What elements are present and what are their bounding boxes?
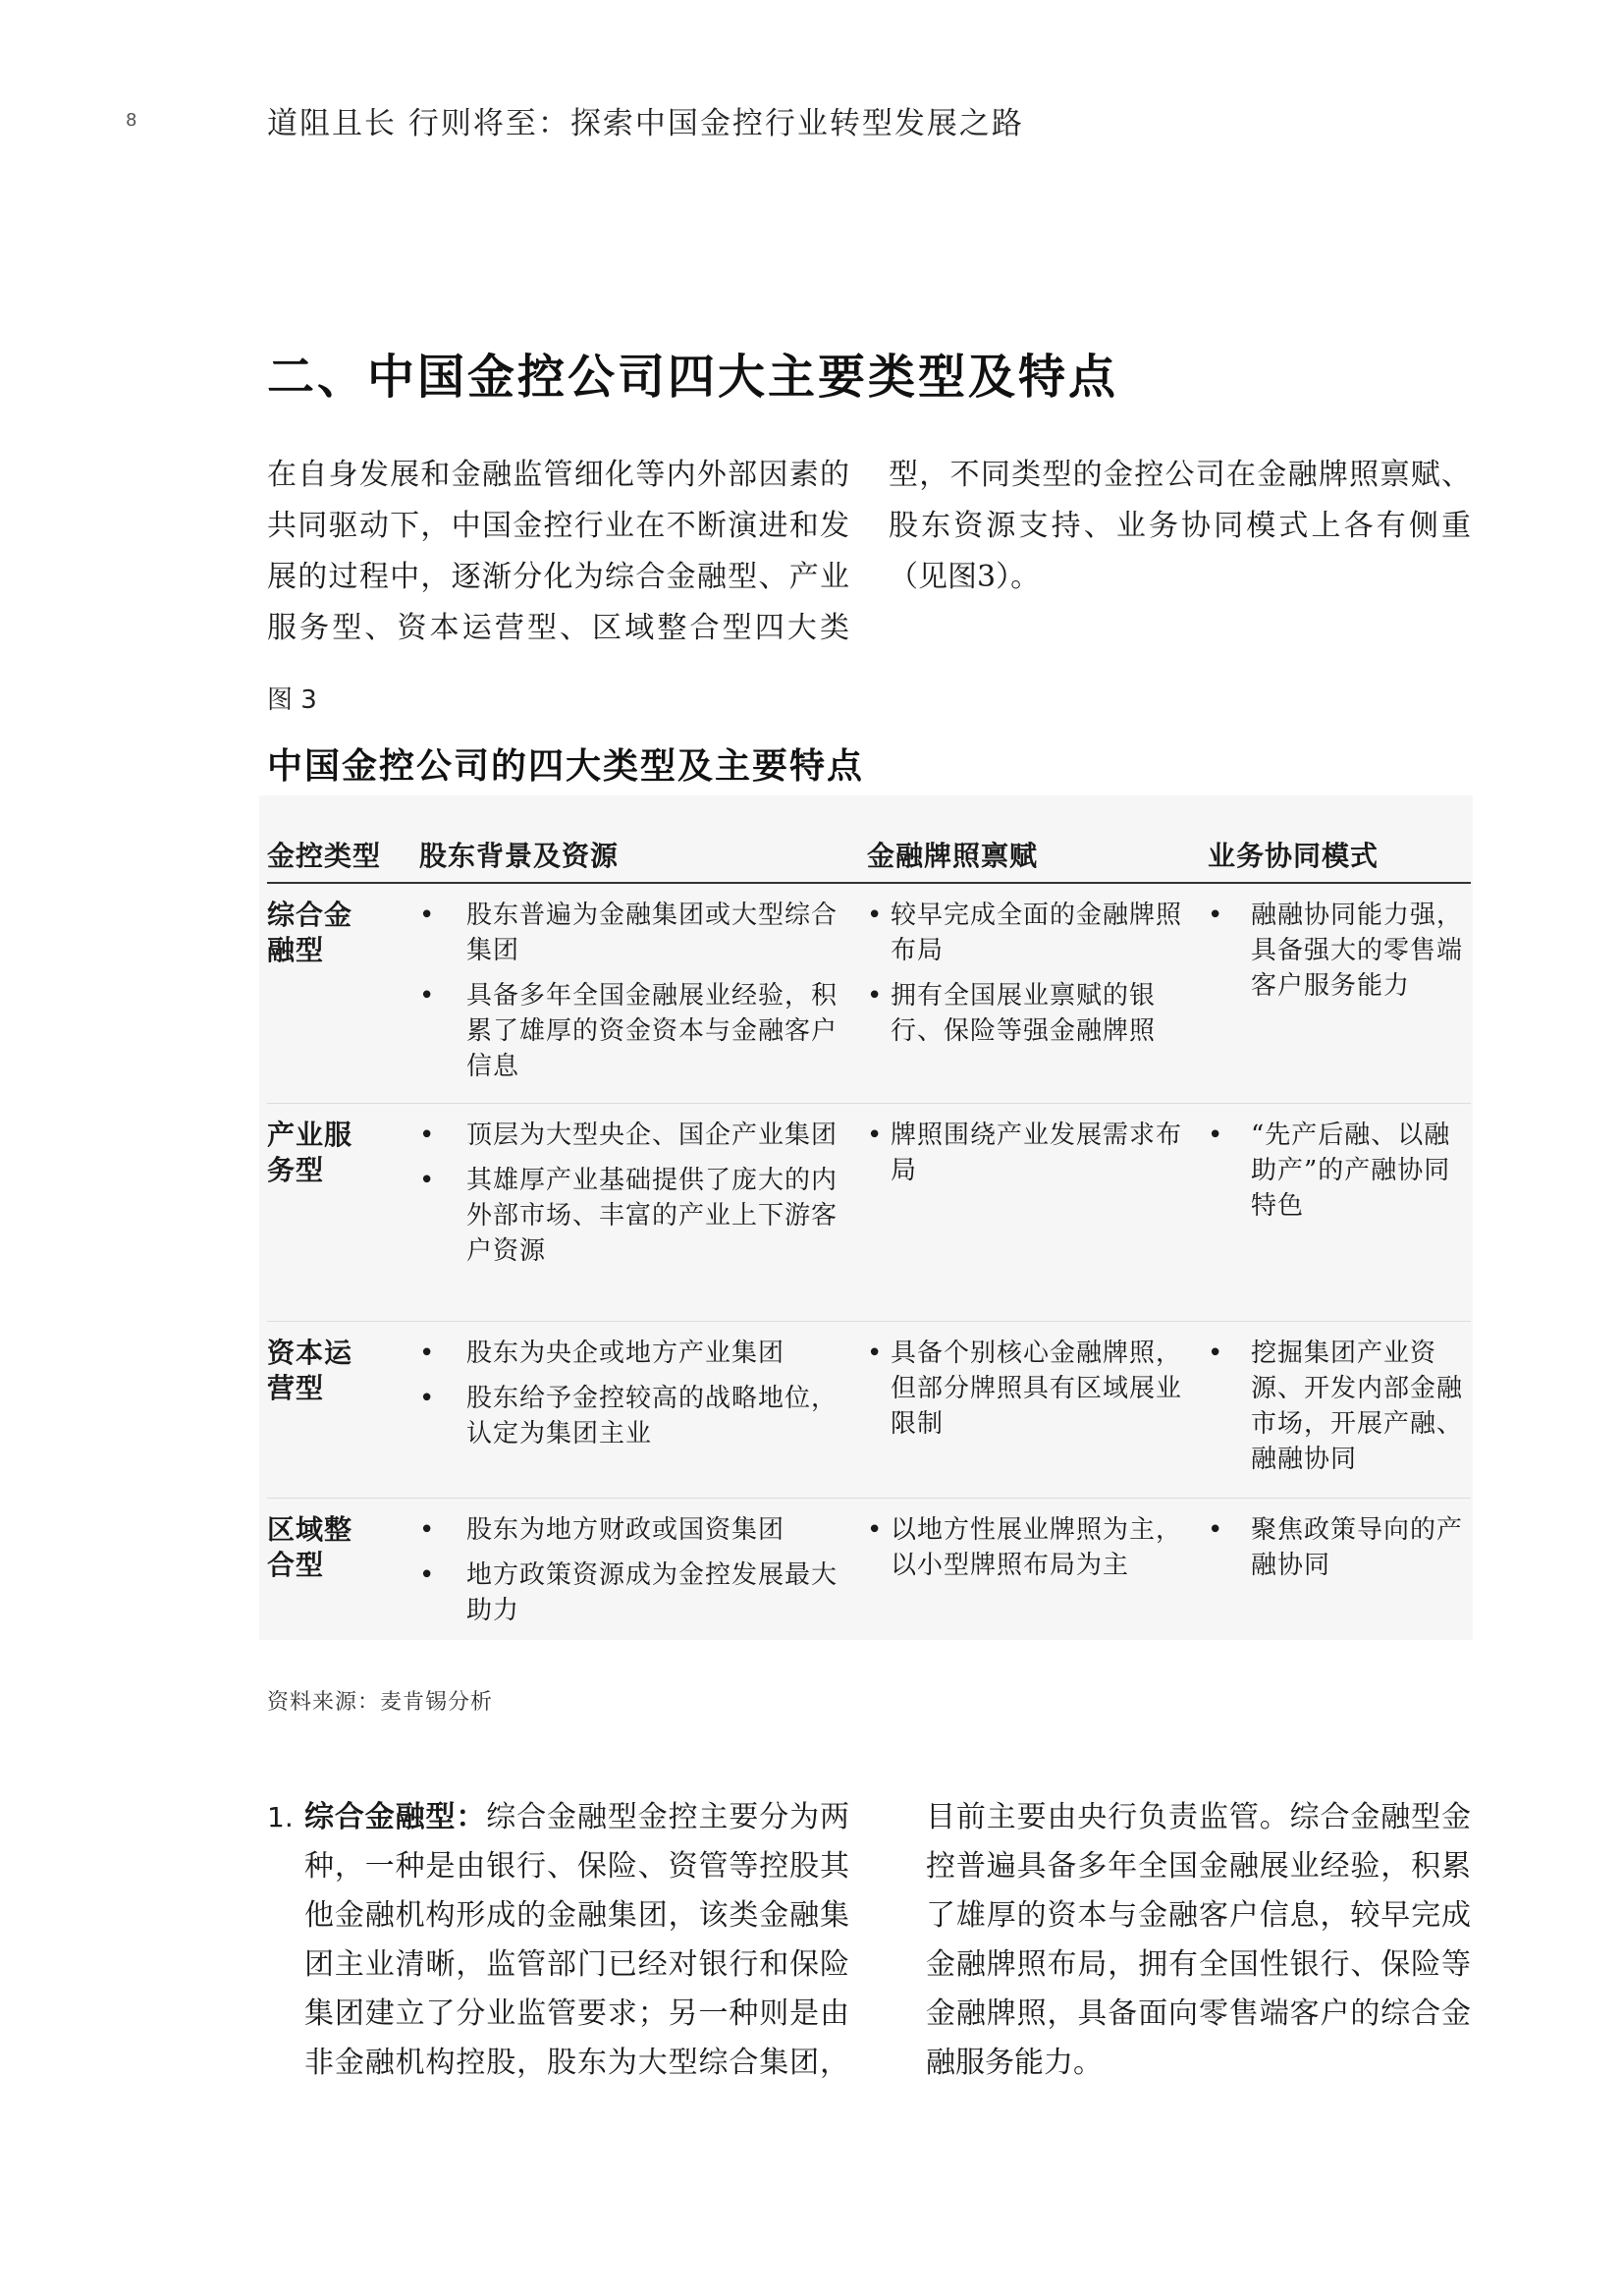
list-item: • 较早完成全面的金融牌照布局 — [867, 898, 1188, 968]
intro-paragraph: 在自身发展和金融监管细化等内外部因素的共同驱动下，中国金控行业在不断演进和发展的过程中，逐渐分化为综合金融型、产业服务型、资本运营型、区域整合型四大类型，不同类型的金控公司在金融牌照禀赋、股东资源支持、业务协同模式上各有侧重（见图3）。 — [267, 458, 1471, 645]
list-lead: 综合金融型： — [304, 1800, 487, 1834]
table-row — [267, 884, 1471, 1104]
list-item: • 具备个别核心金融牌照，但部分牌照具有区域展业限制 — [867, 1336, 1188, 1442]
header-type: 金控类型 — [267, 840, 382, 872]
list-item: • 地方政策资源成为金控发展最大助力 — [419, 1558, 847, 1628]
synergy-cell — [1208, 898, 1471, 1103]
list-item: • 挖掘集团产业资源、开发内部金融市场，开展产融、融融协同 — [1208, 1336, 1471, 1477]
row-type-label: 综合金融型 — [267, 899, 353, 966]
license-cell — [867, 1512, 1208, 1636]
list-item: • 聚焦政策导向的产融协同 — [1208, 1512, 1471, 1583]
table-header — [267, 835, 1471, 884]
license-cell — [867, 898, 1208, 1103]
list-paragraph — [304, 1793, 1471, 2088]
table-row — [267, 1499, 1471, 1636]
list-item: • 融融协同能力强，具备强大的零售端客户服务能力 — [1208, 898, 1471, 1004]
shareholder-cell — [419, 1118, 867, 1321]
table-row — [267, 1322, 1471, 1499]
license-cell — [867, 1118, 1208, 1321]
row-type-label: 区域整合型 — [267, 1513, 353, 1581]
header-license: 金融牌照禀赋 — [867, 840, 1039, 872]
list-item: • 股东普遍为金融集团或大型综合集团 — [419, 898, 847, 968]
list-item: • 拥有全国展业禀赋的银行、保险等强金融牌照 — [867, 978, 1188, 1049]
synergy-cell — [1208, 1118, 1471, 1321]
synergy-cell — [1208, 1336, 1471, 1498]
header-synergy: 业务协同模式 — [1208, 840, 1380, 872]
list-item: • 股东给予金控较高的战略地位，认定为集团主业 — [419, 1381, 847, 1451]
section-title: 二、中国金控公司四大主要类型及特点 — [267, 350, 1119, 405]
list-item: • 以地方性展业牌照为主，以小型牌照布局为主 — [867, 1512, 1188, 1583]
list-item: • 股东为央企或地方产业集团 — [419, 1336, 847, 1371]
list-item: • 牌照围绕产业发展需求布局 — [867, 1118, 1188, 1188]
list-item: • 股东为地方财政或国资集团 — [419, 1512, 847, 1548]
numbered-list-item — [267, 1793, 1471, 2088]
figure-label: 图 3 — [267, 685, 317, 715]
license-cell — [867, 1336, 1208, 1498]
list-item: • 其雄厚产业基础提供了庞大的内外部市场、丰富的产业上下游客户资源 — [419, 1163, 847, 1269]
list-item: • “先产后融、以融助产”的产融协同特色 — [1208, 1118, 1471, 1224]
running-header: 道阻且长 行则将至：探索中国金控行业转型发展之路 — [267, 106, 1024, 141]
table-row — [267, 1104, 1471, 1322]
row-type-label: 资本运营型 — [267, 1337, 353, 1404]
header-shareholder: 股东背景及资源 — [419, 840, 620, 872]
shareholder-cell — [419, 1512, 867, 1636]
list-body: 综合金融型金控主要分为两种，一种是由银行、保险、资管等控股其他金融机构形成的金融集团，该类金融集团主业清晰，监管部门已经对银行和保险集团建立了分业监管要求；另一种则是由非金融机构控股，股东为大型综合集团，目前主要由央行负责监管。综合金融型金控普遍具备多年全国金融展业经验，积累了雄厚的资本与金融客户信息，较早完成金融牌照布局，拥有全国性银行、保险等金融牌照，具备面向零售端客户的综合金融服务能力。 — [304, 1800, 1471, 2080]
synergy-cell — [1208, 1512, 1471, 1636]
list-item: • 顶层为大型央企、国企产业集团 — [419, 1118, 847, 1153]
list-number: 1. — [267, 1801, 294, 1833]
row-type-label: 产业服务型 — [267, 1119, 353, 1186]
shareholder-cell — [419, 898, 867, 1103]
types-table — [267, 835, 1471, 1636]
figure-title: 中国金控公司的四大类型及主要特点 — [267, 745, 865, 787]
figure-source: 资料来源：麦肯锡分析 — [267, 1690, 494, 1715]
list-item: • 具备多年全国金融展业经验，积累了雄厚的资金资本与金融客户信息 — [419, 978, 847, 1084]
shareholder-cell — [419, 1336, 867, 1498]
page-number: 8 — [126, 110, 137, 131]
